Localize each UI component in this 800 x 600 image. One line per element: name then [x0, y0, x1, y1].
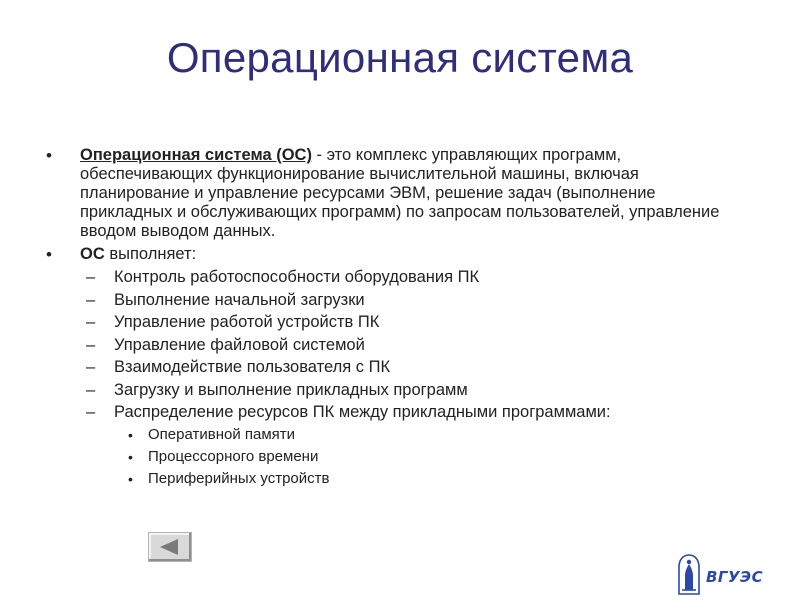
list-item	[46, 470, 746, 488]
slide-content	[46, 146, 746, 492]
functions-list	[46, 268, 746, 488]
dash-marker: –	[86, 403, 96, 421]
bullet-marker: •	[46, 245, 52, 264]
list-item	[46, 381, 746, 400]
definition-paragraph	[46, 146, 746, 241]
slide-title: Операционная система	[166, 34, 634, 81]
list-item-label: Процессорного времени	[148, 447, 319, 465]
dot-marker: •	[128, 470, 133, 487]
list-item	[46, 403, 746, 422]
emblem-icon	[676, 554, 702, 596]
list-item	[46, 268, 746, 287]
dash-marker: –	[86, 380, 96, 399]
list-item-label: Выполнение начальной загрузки	[114, 290, 365, 309]
list-item	[46, 291, 746, 310]
dot-marker: •	[128, 426, 133, 443]
definition-term: Операционная система (ОС)	[80, 146, 312, 164]
definition-text: - это комплекс управляющих программ, обеспечивающих функционирование вычислительной машины, включая планирование и управление ресурсами ЭВМ, решение задач (выполнение прикладных и обслуживающих программ) по запросам пользователей, управление вводом выводом данных.	[80, 146, 720, 240]
dot-marker: •	[128, 448, 133, 465]
functions-heading	[46, 245, 746, 264]
dash-marker: –	[86, 358, 96, 376]
list-item	[46, 426, 746, 444]
list-item-label: Контроль работоспособности оборудования ПК	[114, 268, 480, 286]
functions-heading-text: выполняет:	[104, 245, 197, 263]
list-item-label: Управление работой устройств ПК	[114, 313, 380, 331]
previous-slide-button[interactable]	[148, 532, 192, 562]
list-item-label: Периферийных устройств	[148, 469, 330, 487]
dash-marker: –	[86, 313, 96, 331]
functions-heading-bold: ОС	[80, 245, 105, 263]
list-item	[46, 448, 746, 466]
arrow-left-icon	[160, 539, 178, 555]
list-item-label: Загрузку и выполнение прикладных программ	[114, 380, 468, 399]
logo-text: ВГУЭС	[706, 568, 764, 586]
list-item	[46, 358, 746, 377]
list-item-label: Оперативной памяти	[148, 425, 296, 443]
list-item	[46, 336, 746, 355]
dash-marker: –	[86, 335, 96, 354]
dash-marker: –	[86, 290, 96, 309]
list-item-label: Взаимодействие пользователя с ПК	[114, 358, 391, 376]
university-logo	[676, 554, 776, 598]
resources-list	[46, 426, 746, 488]
list-item-label: Распределение ресурсов ПК между прикладными программами:	[114, 403, 611, 421]
list-item	[46, 313, 746, 332]
dash-marker: –	[86, 268, 96, 286]
bullet-marker: •	[46, 146, 52, 165]
list-item-label: Управление файловой системой	[114, 335, 365, 354]
